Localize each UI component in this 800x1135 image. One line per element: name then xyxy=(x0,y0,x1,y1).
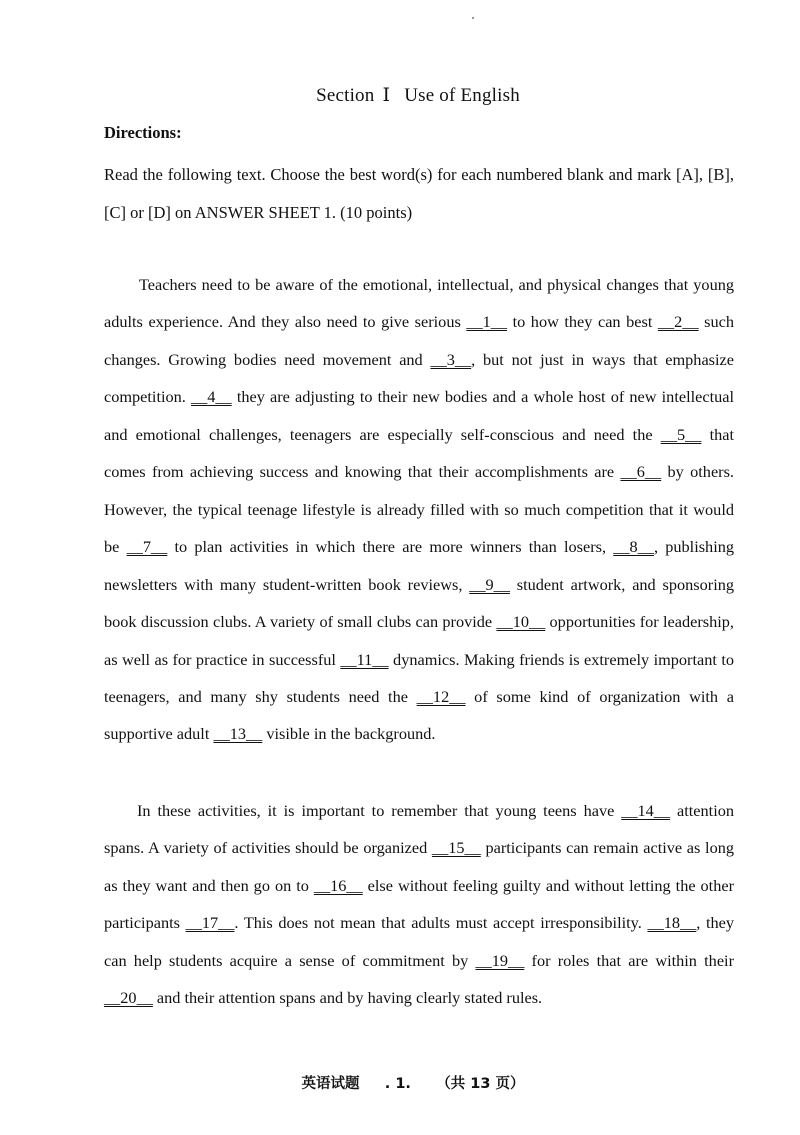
passage-text-segment: , but not just in ways that emphasize competition. xyxy=(104,349,734,407)
passage-text-segment: by others. However, the typical teenage lifestyle is already filled with so much competition that it would be xyxy=(104,462,735,557)
paragraph-1-text xyxy=(104,266,734,753)
passage-text-segment: and their attention spans and by having clearly stated rules. xyxy=(152,988,543,1008)
section-name: Use of English xyxy=(404,85,520,106)
answer-blank: __1__ xyxy=(466,312,508,332)
passage-text-segment: of some kind of organization with a supportive adult xyxy=(104,686,734,744)
passage-text-segment: . This does not mean that adults must accept irresponsibility. xyxy=(234,913,648,933)
passage-text-segment: for roles that are within their xyxy=(524,950,734,970)
section-label: Section xyxy=(316,85,375,106)
passage-text-segment: , publishing newsletters with many student-written book reviews, xyxy=(104,537,735,594)
passage-text-segment: visible in the background. xyxy=(262,724,436,744)
passage-text-segment: dynamics. Making friends is extremely important to teenagers, and many shy students need the xyxy=(104,649,734,706)
footer-subject: 英语试题 xyxy=(301,1076,360,1092)
answer-blank: __4__ xyxy=(190,387,232,407)
scan-speck xyxy=(472,17,474,19)
footer-page-number: . 1. xyxy=(384,1076,411,1092)
passage-text-segment: they are adjusting to their new bodies and a whole host of new intellectual and emotional challenges, teenagers are especially self-conscious and need the xyxy=(104,387,734,444)
passage-text-segment: In these activities, it is important to remember that young teens have xyxy=(137,801,622,820)
page-footer xyxy=(0,1072,800,1093)
answer-blank: __20__ xyxy=(104,988,153,1008)
passage-text-segment: , they can help students acquire a sense of commitment by xyxy=(104,913,735,970)
answer-blank: __5__ xyxy=(660,424,702,444)
answer-blank: __13__ xyxy=(213,724,263,744)
directions-text: Read the following text. Choose the best word(s) for each numbered blank and mark [A], [B], [C] or [D] on ANSWER SHEET 1. (10 points) xyxy=(104,165,734,222)
answer-blank: __7__ xyxy=(126,537,168,557)
section-title xyxy=(0,84,800,107)
footer-total-pages: （共 13 页） xyxy=(436,1076,525,1092)
passage-text-segment: attention spans. A variety of activities should be organized xyxy=(104,801,734,858)
answer-blank: __9__ xyxy=(469,574,510,594)
passage-paragraph-1 xyxy=(104,266,734,753)
answer-blank: __11__ xyxy=(340,649,389,669)
answer-blank: __12__ xyxy=(416,686,466,706)
answer-blank: __16__ xyxy=(313,875,363,895)
passage-text-segment: to plan activities in which there are more winners than losers, xyxy=(167,537,614,557)
paragraph-2-text xyxy=(104,792,734,1017)
passage-text-segment: Teachers need to be aware of the emotional, intellectual, and physical changes that young adults experience. And they also need to give serious xyxy=(104,275,734,332)
answer-blank: __6__ xyxy=(620,462,662,482)
passage-text-segment: to how they can best xyxy=(507,312,658,332)
section-numeral: Ⅰ xyxy=(382,85,391,106)
passage-text-segment: that comes from achieving success and knowing that their accomplishments are xyxy=(104,424,734,482)
answer-blank: __3__ xyxy=(430,349,472,369)
answer-blank: __2__ xyxy=(657,312,699,332)
answer-blank: __19__ xyxy=(475,950,525,970)
answer-blank: __14__ xyxy=(621,801,671,820)
directions-heading: Directions: xyxy=(104,123,182,142)
passage-text-segment: participants can remain active as long as they want and then go on to xyxy=(104,838,735,895)
passage-text-segment: opportunities for leadership, as well as for practice in successful xyxy=(104,612,734,669)
answer-blank: __15__ xyxy=(431,838,481,858)
answer-blank: __8__ xyxy=(613,537,654,557)
answer-blank: __10__ xyxy=(496,612,546,632)
answer-blank: __18__ xyxy=(647,913,697,933)
answer-blank: __17__ xyxy=(185,913,235,933)
passage-text-segment: student artwork, and sponsoring book discussion clubs. A variety of small clubs can provide xyxy=(104,574,734,632)
passage-paragraph-2 xyxy=(104,792,734,1017)
passage-text-segment: else without feeling guilty and without letting the other participants xyxy=(104,875,734,933)
passage-text-segment: such changes. Growing bodies need movement and xyxy=(104,312,734,369)
